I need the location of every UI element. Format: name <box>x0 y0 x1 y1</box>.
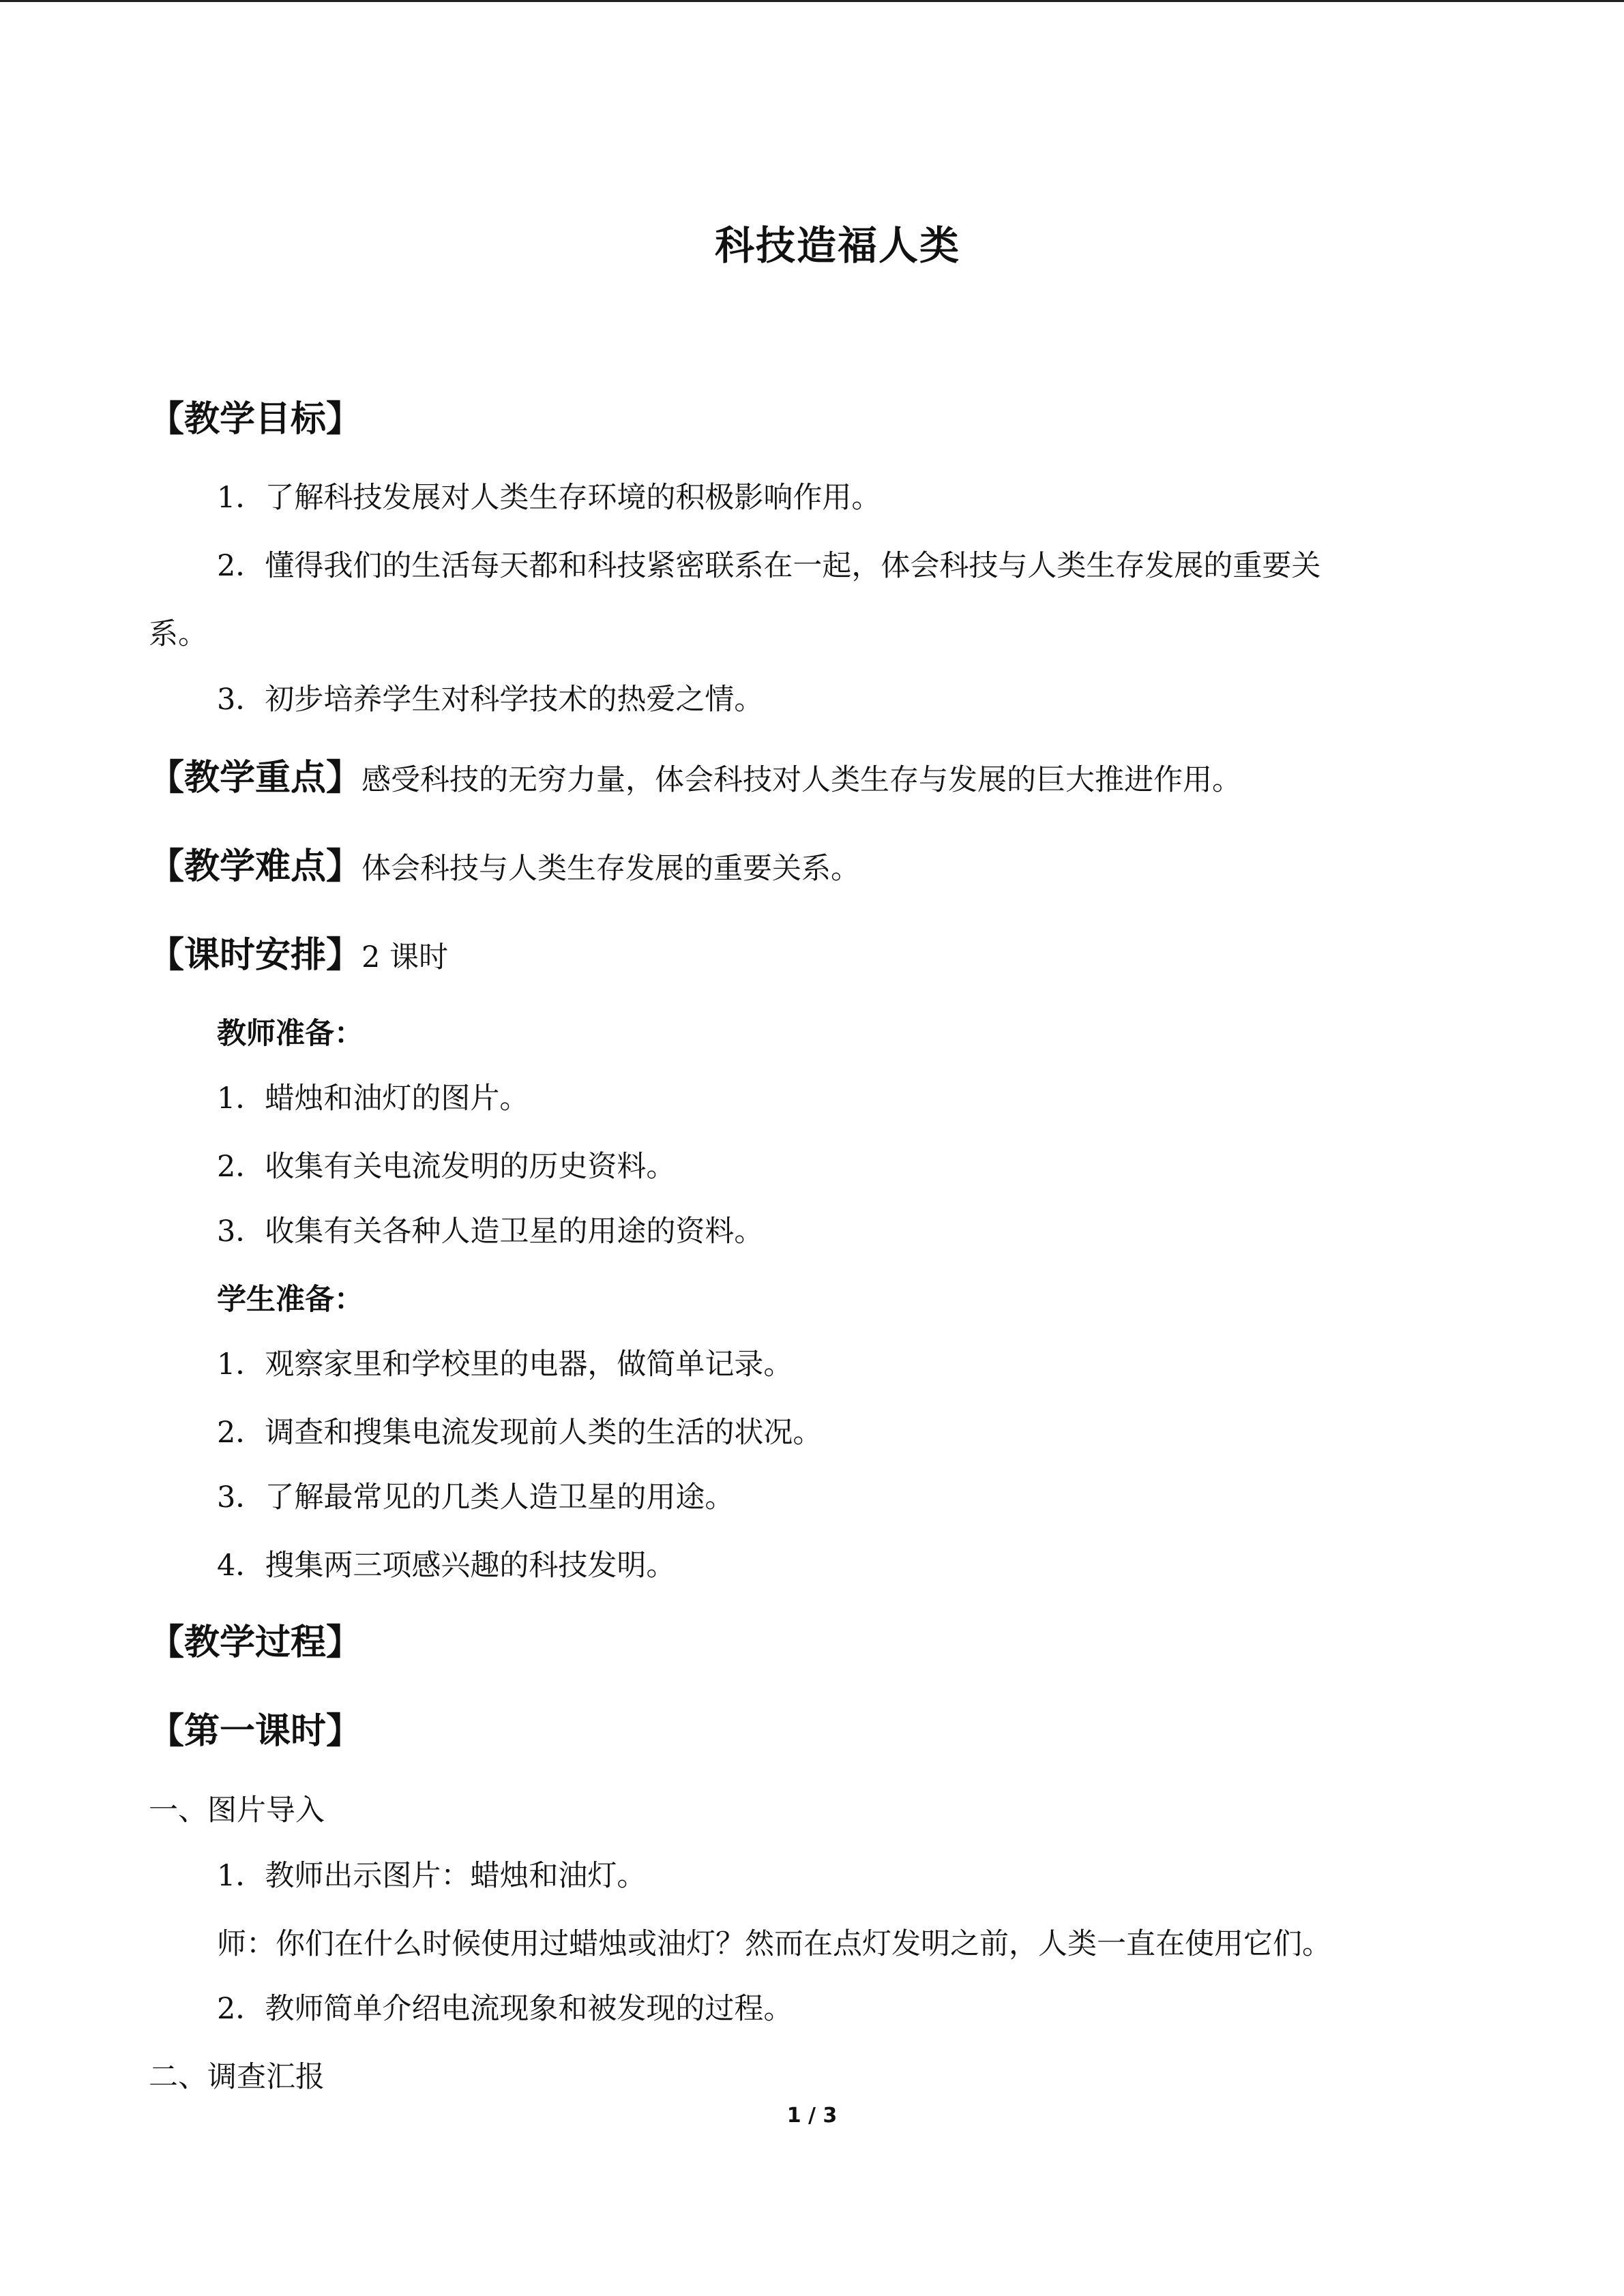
teacher-prep-item-2: 2．收集有关电流发明的历史资料。 <box>217 1150 676 1184</box>
page-number: 1 / 3 <box>786 2104 838 2128</box>
document-title: 科技造福人类 <box>714 222 960 269</box>
difficulty-row <box>149 846 860 889</box>
objectives-heading: 【教学目标】 <box>149 398 362 440</box>
key-point-text: 感受科技的无穷力量，体会科技对人类生存与发展的巨大推进作用。 <box>361 763 1242 797</box>
schedule-row <box>149 935 448 978</box>
key-point-row <box>149 758 1241 801</box>
objective-item-3: 3．初步培养学生对科学技术的热爱之情。 <box>217 683 764 717</box>
lesson1-line-2: 师：你们在什么时候使用过蜡烛或油灯？然而在点灯发明之前，人类一直在使用它们。 <box>217 1927 1331 1961</box>
lesson1-heading: 【第一课时】 <box>149 1710 362 1752</box>
difficulty-heading: 【教学难点】 <box>149 846 362 887</box>
student-prep-item-2: 2．调查和搜集电流发现前人类的生活的状况。 <box>217 1416 823 1450</box>
schedule-heading: 【课时安排】 <box>149 934 362 976</box>
student-prep-item-4: 4．搜集两三项感兴趣的科技发明。 <box>217 1549 676 1583</box>
schedule-text: 2 课时 <box>361 940 449 974</box>
teacher-prep-item-1: 1．蜡烛和油灯的图片。 <box>217 1082 529 1116</box>
lesson1-line-1: 1．教师出示图片：蜡烛和油灯。 <box>217 1859 647 1893</box>
teacher-prep-item-3: 3．收集有关各种人造卫星的用途的资料。 <box>217 1214 764 1249</box>
process-heading: 【教学过程】 <box>149 1622 362 1663</box>
objective-item-2: 2．懂得我们的生活每天都和科技紧密联系在一起，体会科技与人类生存发展的重要关 <box>217 549 1321 583</box>
section-2-title: 二、调查汇报 <box>149 2060 325 2094</box>
section-1-title: 一、图片导入 <box>149 1793 325 1828</box>
teacher-prep-label: 教师准备： <box>217 1017 364 1051</box>
student-prep-item-3: 3．了解最常见的几类人造卫星的用途。 <box>217 1480 735 1515</box>
key-point-heading: 【教学重点】 <box>149 757 362 799</box>
objective-item-2-cont: 系。 <box>149 617 207 651</box>
lesson1-line-3: 2．教师简单介绍电流现象和被发现的过程。 <box>217 1992 793 2026</box>
student-prep-item-1: 1．观察家里和学校里的电器，做简单记录。 <box>217 1347 793 1382</box>
difficulty-text: 体会科技与人类生存发展的重要关系。 <box>361 852 861 886</box>
objective-item-1: 1．了解科技发展对人类生存环境的积极影响作用。 <box>217 481 881 515</box>
student-prep-label: 学生准备： <box>217 1283 364 1317</box>
